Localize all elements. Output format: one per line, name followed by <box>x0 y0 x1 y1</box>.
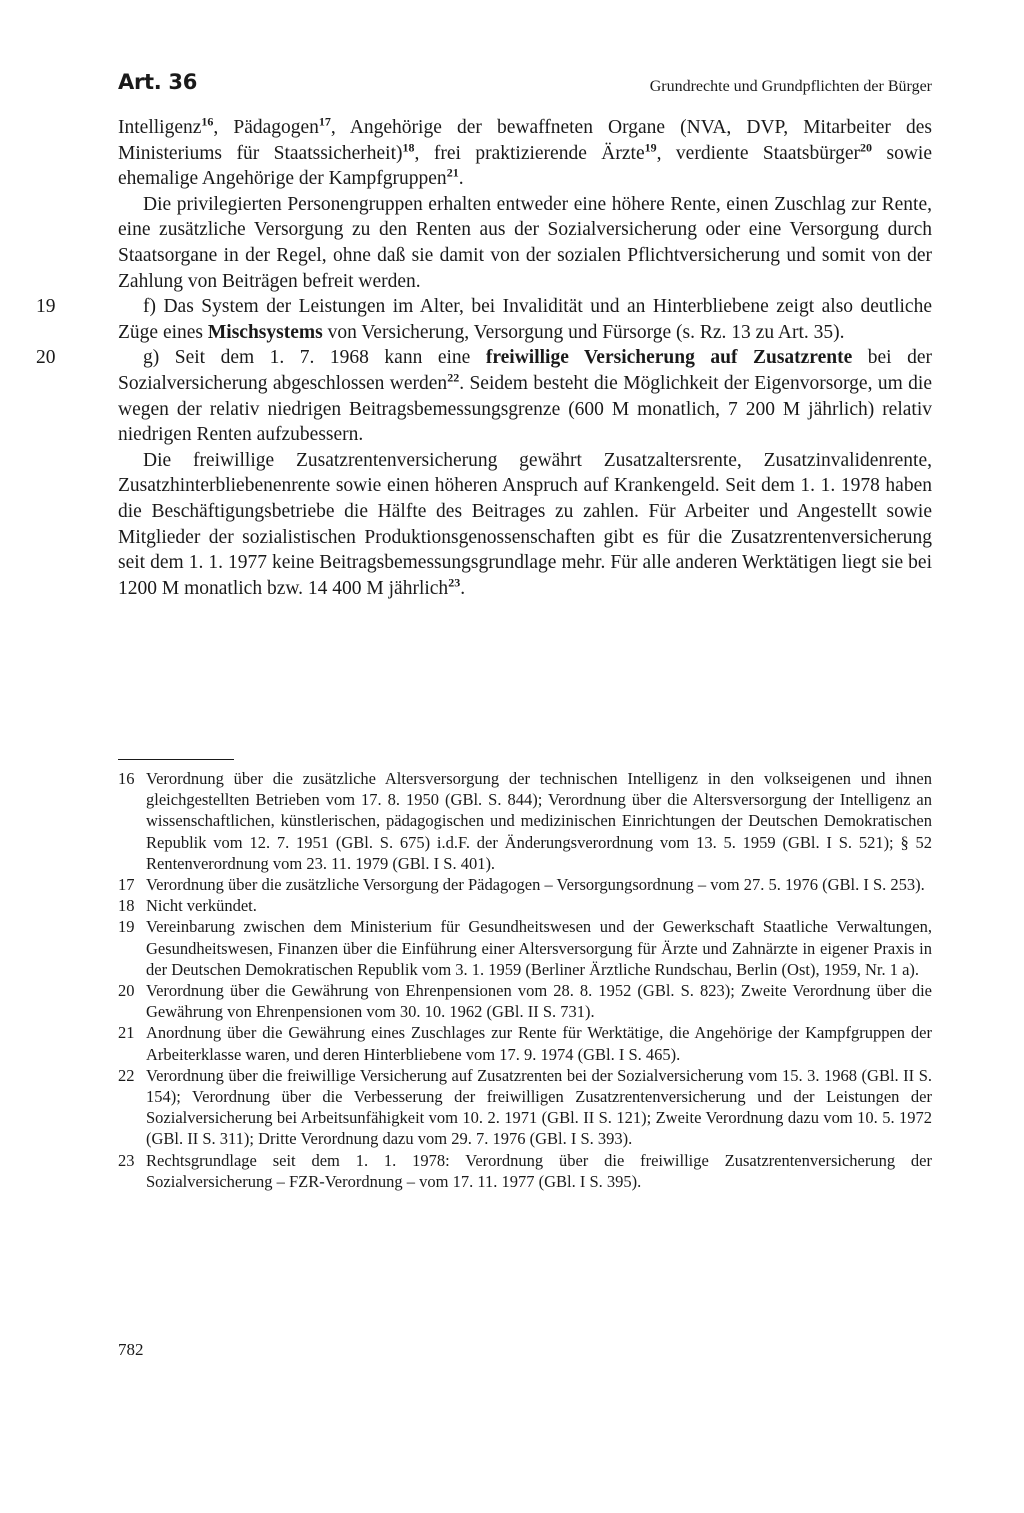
footnote-17 <box>118 874 932 895</box>
paragraph-19: 19 f) Das System der Leistungen im Alter, bei Invalidität und an Hinterbliebene zeigt also deutliche Züge eines Mischsystems von Versicherung, Versorgung und Fürsorge (s. Rz. 13 zu Art. 35). <box>36 296 932 343</box>
paragraph-continuation: Intelligenz$^{16}$, Pädagogen$^{17}$, Angehörige der bewaffneten Organe (NVA, DVP, Mitarbeiter des Ministeriums für Staatssicherheit)$^{18}$, frei praktizierende Ärzte$^{19}$, verdiente Staatsbürger$^{20}$ sowie ehemalige Angehörige der Kampfgruppen$^{21}$. <box>118 114 932 190</box>
footnote-separator <box>118 759 234 760</box>
footnote-text: Vereinbarung zwischen dem Ministerium für Gesundheitswesen und der Gewerkschaft Staatliche Verwaltungen, Gesundheitswesen, Finanzen über die Einführung einer Altersversorgung für Ärzte und Zahnärzte in eigener Praxis in der Deutschen Demokratischen Republik vom 3. 1. 1959 (Berliner Ärztliche Rundschau, Berlin (Ost), 1959, Nr. 1 a). <box>146 917 932 979</box>
body-text <box>36 114 932 601</box>
footnote-ref-16[interactable]: 16 <box>201 114 214 129</box>
footnote-number: 22 <box>118 1065 135 1085</box>
footnote-ref-19[interactable]: 19 <box>644 140 657 155</box>
bold-term-zusatzrente: freiwillige Versicherung auf Zusatzrente <box>485 347 853 369</box>
footnote-ref-21[interactable]: 21 <box>446 165 459 180</box>
footnotes <box>118 768 932 1192</box>
running-header: Grundrechte und Grundpflichten der Bürger <box>649 78 932 95</box>
footnote-ref-17[interactable]: 17 <box>318 114 331 129</box>
footnote-19 <box>118 916 932 980</box>
footnote-text: Rechtsgrundlage seit dem 1. 1. 1978: Verordnung über die freiwillige Zusatzrentenversicherung der Sozialversicherung – FZR-Verordnung – vom 17. 11. 1977 (GBl. I S. 395). <box>146 1150 932 1191</box>
footnote-21 <box>118 1022 932 1064</box>
footnote-text: Anordnung über die Gewährung eines Zuschlages zur Rente für Werktätige, die Angehörige der Kampfgruppen der Arbeiterklasse waren, und deren Hinterbliebene vom 17. 9. 1974 (GBl. I S. 465). <box>146 1023 932 1064</box>
footnote-number: 17 <box>118 875 135 895</box>
page-number: 782 <box>118 1340 144 1359</box>
paragraph-privileged-groups: Die privilegierten Personengruppen erhalten entweder eine höhere Rente, einen Zuschlag zur Rente, eine zusätzliche Versorgung zu den Renten aus der Sozialversicherung oder eine Versorgung durch Staatsorgane in der Regel, ohne daß sie damit von der sozialen Pflichtversicherung und somit von der Zahlung von Beiträgen befreit werden. <box>118 193 932 292</box>
footnote-text: Verordnung über die zusätzliche Versorgung der Pädagogen – Versorgungsordnung – vom 27. 5. 1976 (GBl. I S. 253). <box>146 875 925 895</box>
footnote-text: Verordnung über die freiwillige Versicherung auf Zusatzrenten bei der Sozialversicherung vom 15. 3. 1968 (GBl. II S. 154); Verordnung über die Verbesserung der freiwilligen Zusatzrentenversicherung und der Leistungen der Sozialversicherung bei Arbeitsunfähigkeit vom 10. 2. 1971 (GBl. II S. 121); Zweite Verordnung dazu vom 10. 5. 1972 (GBl. II S. 311); Dritte Verordnung dazu vom 29. 7. 1976 (GBl. I S. 393). <box>146 1065 932 1149</box>
margin-number-19: 19 <box>36 296 56 318</box>
footnote-number: 23 <box>118 1150 135 1170</box>
footnote-16 <box>118 768 932 874</box>
paragraph-zusatzrentenversicherung: Die freiwillige Zusatzrentenversicherung gewährt Zusatzaltersrente, Zusatzinvalidenrente, Zusatzhinterbliebenenrente sowie einen höheren Anspruch auf Krankengeld. Seit dem 1. 1. 1978 haben die Beschäftigungsbetriebe die Hälfte des Beitrages zu zahlen. Für Arbeiter und Angestellt sowie Mitglieder der sozialistischen Produktionsgenossenschaften gibt es für die Zusatzrentenversicherung seit dem 1. 1. 1977 keine Beitragsbemessungsgrundlage mehr. Für alle anderen Werktätigen liegt sie bei 1200 M monatlich bzw. 14 400 M jährlich$^{23}$. <box>118 449 932 599</box>
footnote-23 <box>118 1150 932 1192</box>
footnote-number: 18 <box>118 896 135 916</box>
footnote-ref-20[interactable]: 20 <box>860 140 873 155</box>
footnote-18 <box>118 895 932 916</box>
footnote-ref-23[interactable]: 23 <box>448 575 461 590</box>
footnote-number: 20 <box>118 981 135 1001</box>
paragraph-20: 20 g) Seit dem 1. 7. 1968 kann eine freiwillige Versicherung auf Zusatzrente bei der Sozialversicherung abgeschlossen werden$^{22}$. Seidem besteht die Möglichkeit der Eigenvorsorge, um die wegen der relativ niedrigen Beitragsbemessungsgrenze (600 M monatlich, 7 200 M jährlich) relativ niedrigen Renten aufzubessern. <box>36 347 932 446</box>
footnote-22 <box>118 1065 932 1150</box>
footnote-ref-22[interactable]: 22 <box>447 370 460 385</box>
footnote-text: Verordnung über die zusätzliche Altersversorgung der technischen Intelligenz in den volkseigenen und ihnen gleichgestellten Betrieben vom 17. 8. 1950 (GBl. S. 844); Verordnung über die Altersversorgung der Intelligenz an wissenschaftlichen, künstlerischen, pädagogischen und medizinischen Einrichtungen der Deutschen Demokratischen Republik vom 12. 7. 1951 (GBl. S. 675) i.d.F. der Änderungsverordnung vom 13. 5. 1959 (GBl. I S. 521); § 52 Rentenverordnung vom 23. 11. 1979 (GBl. I S. 401). <box>146 769 932 873</box>
footnote-number: 19 <box>118 917 135 937</box>
footnote-ref-18[interactable]: 18 <box>402 140 415 155</box>
footnote-number: 16 <box>118 769 135 788</box>
footnote-text: Nicht verkündet. <box>146 896 257 916</box>
article-number: Art. 36 <box>118 70 198 94</box>
footnote-number: 21 <box>118 1023 135 1043</box>
footnote-text: Verordnung über die Gewährung von Ehrenpensionen vom 28. 8. 1952 (GBl. S. 823); Zweite Verordnung über die Gewährung von Ehrenpensionen vom 30. 10. 1962 (GBl. II S. 731). <box>146 981 932 1022</box>
footnote-20 <box>118 980 932 1022</box>
bold-term-mischsystem: Mischsystems <box>207 321 323 343</box>
margin-number-20: 20 <box>36 347 56 369</box>
